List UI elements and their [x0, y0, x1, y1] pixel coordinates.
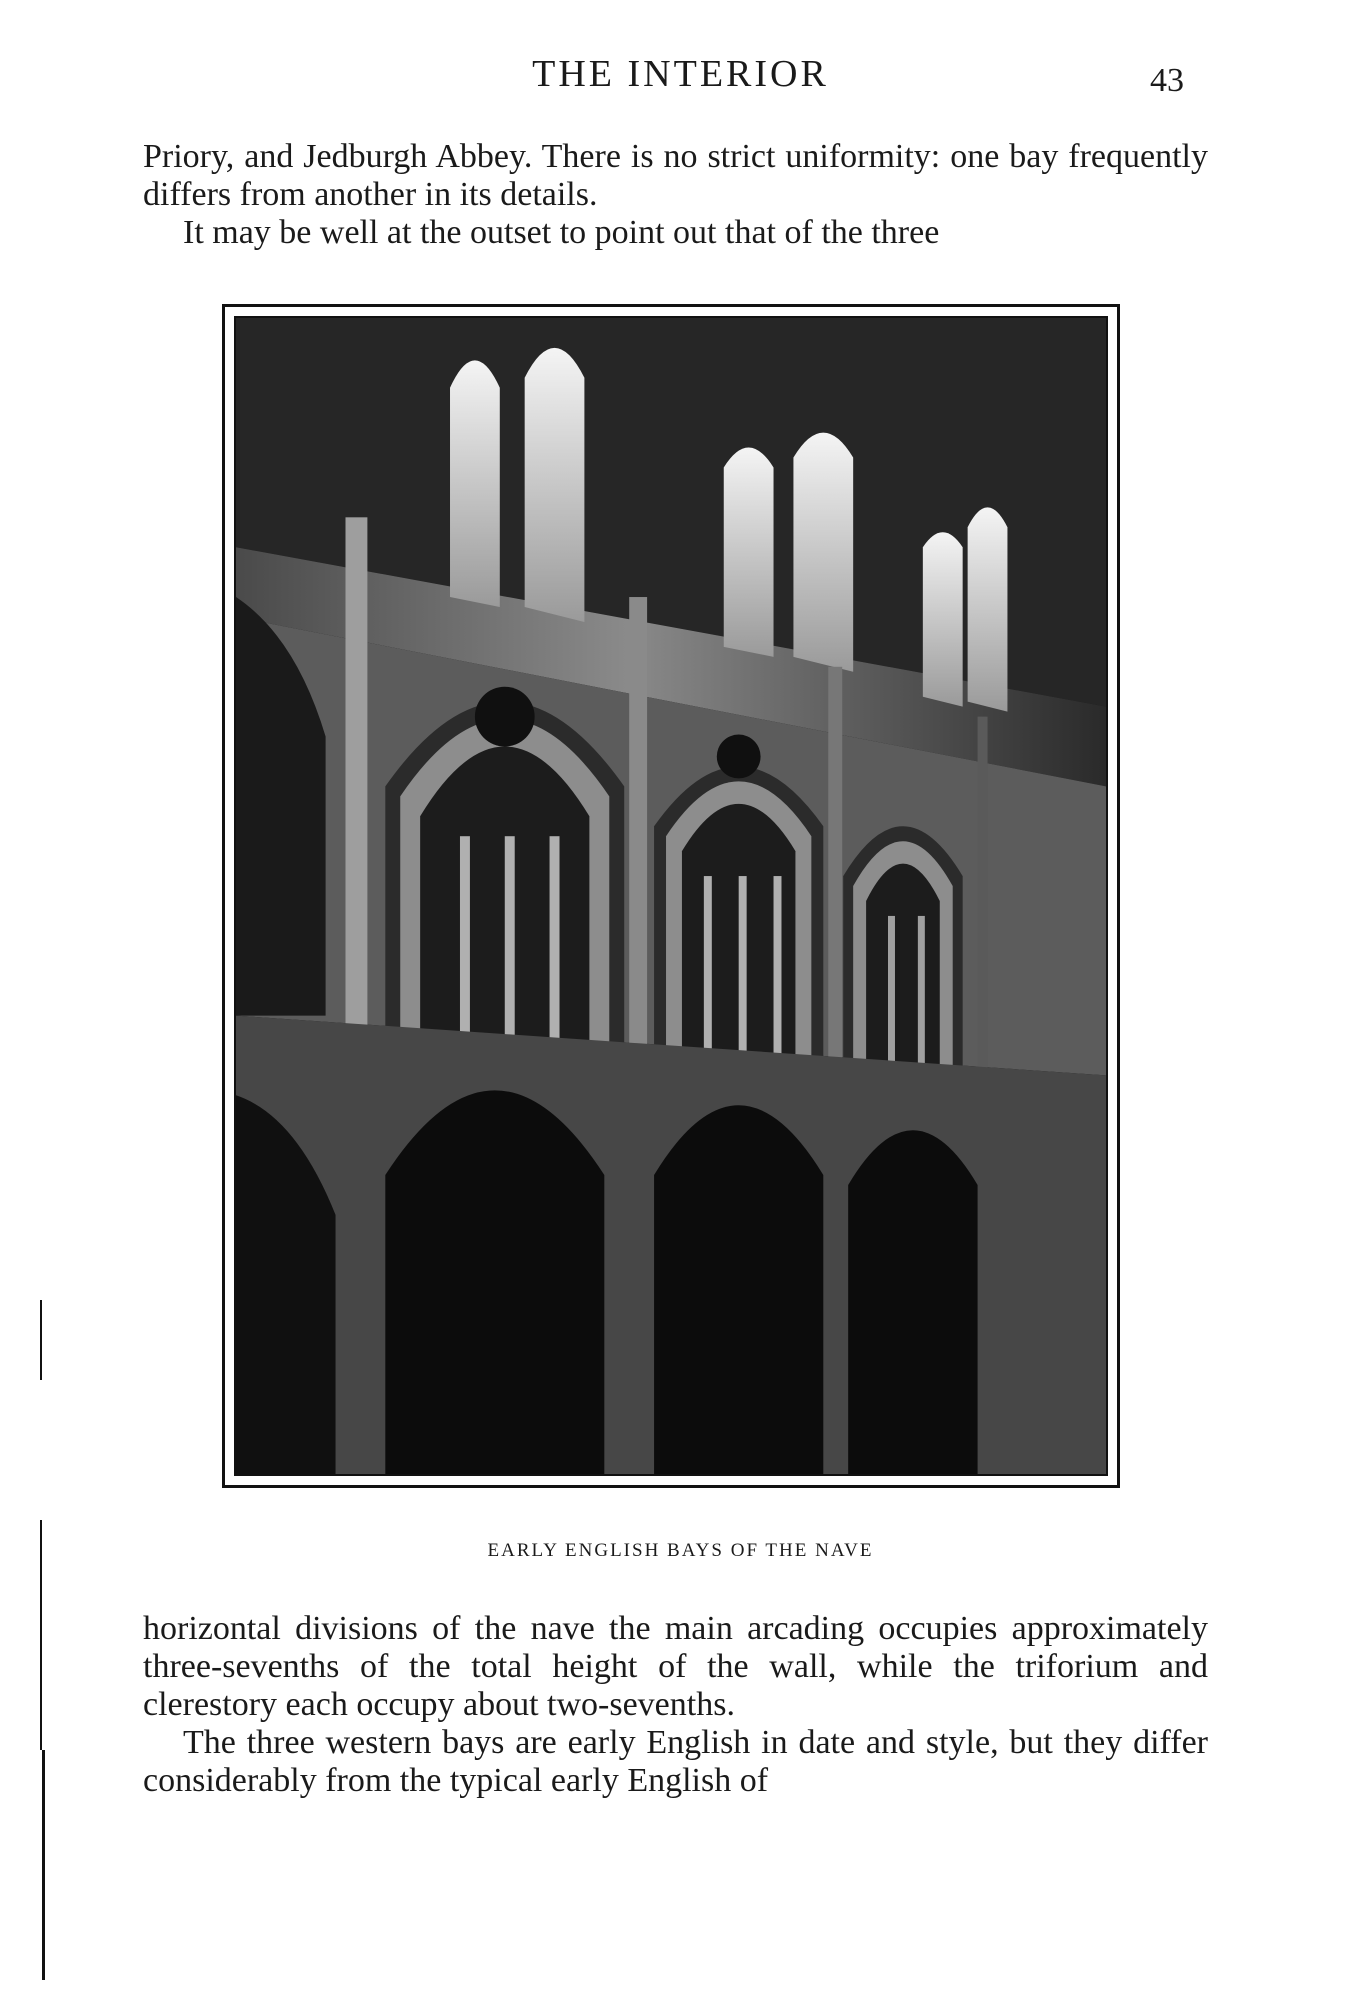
scan-margin-mark: [40, 1300, 42, 1380]
paragraph-continued: Priory, and Jedburgh Abbey. There is no strict uniformity: one bay frequently differs from another in its details.: [143, 138, 1208, 213]
paragraph-continued: horizontal divisions of the nave the main arcading occupies approximately three-sevenths of the total height of the wall, while the triforium and clerestory each occupy about two-sevenths.: [143, 1610, 1208, 1723]
running-head: THE INTERIOR: [532, 53, 829, 95]
figure-caption: EARLY ENGLISH BAYS OF THE NAVE: [487, 1540, 874, 1561]
scan-margin-mark: [40, 1520, 42, 1750]
scan-margin-mark: [42, 1750, 45, 1980]
paragraph: The three western bays are early English in date and style, but they differ considerably from the typical early English of: [143, 1724, 1208, 1799]
nave-bays-photograph: [234, 316, 1108, 1476]
nave-photograph-figure: [222, 304, 1120, 1488]
paragraph: It may be well at the outset to point out that of the three: [183, 214, 940, 251]
body-text-bottom: [143, 1610, 1208, 1800]
body-text-top: [143, 138, 1208, 252]
page-number: 43: [1150, 62, 1184, 99]
